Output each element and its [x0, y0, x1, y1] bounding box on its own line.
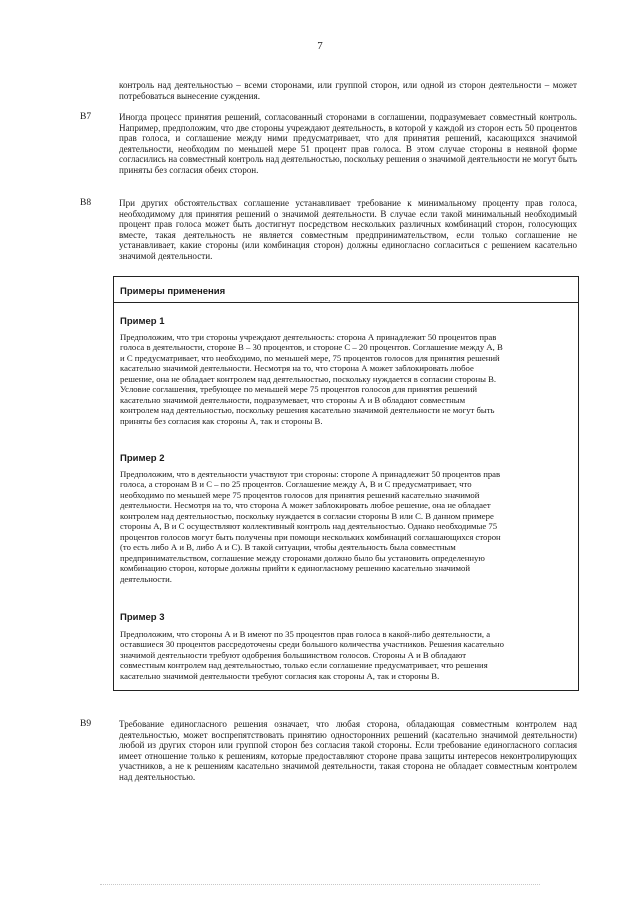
text-line: приняты без согласия как стороны А, так и стороны В.	[120, 415, 323, 426]
example-3-text	[120, 629, 572, 681]
text-line: решение, она не обладает контролем над деятельностью, поскольку нуждается в согласии стороны В.	[120, 373, 497, 384]
text-line: касательно значимой деятельности, подразумевает, что стороны А и В обладают совместным	[120, 394, 466, 405]
paragraph-b9: Требование единогласного решения означает, что любая сторона, обладающая совместным контролем над деятельностью, может воспрепятствовать принятию односторонних решений (касательно значимой деятельности) любой из других сторон или группой сторон без согласия такой стороны. Если требование единогласного согласия имеет отношение только к решениям, которые предоставляют стороне права защиты интересов неконтролирующих участников, а не к решениям касательно значимой деятельности, такая сторона не обладает совместным контролем над деятельностью.	[119, 719, 577, 782]
examples-box-title: Примеры применения	[114, 277, 578, 303]
text-line: предпринимательством, соглашение между сторонами должно было бы установить определенную	[120, 552, 485, 563]
text-line: процентов голосов могут быть получены при помощи нескольких комбинаций соглашающихся сторон	[120, 531, 501, 542]
text-line: Предположим, что в деятельности участвуют три стороны: сторone А принадлежит 50 процентов прав	[120, 469, 501, 479]
text-line: оставшиеся 30 процентов рассредоточены среди большого количества участников. Решения касательно	[120, 639, 504, 650]
paragraph-label-b8: B8	[80, 198, 92, 208]
intro-paragraph: контроль над деятельностью – всеми сторонами, или группой сторон, или одной из сторон деятельности – может потребоваться вынесение суждения.	[119, 80, 577, 101]
example-1-title: Пример 1	[120, 316, 165, 327]
example-2-text	[120, 469, 572, 584]
text-line: необходимо по меньшей мере 75 процентов голосов для принятия решений касательно значимой	[120, 489, 480, 500]
text-line: значимой деятельности требуют одобрения большинством голосов. Стороны А и В обладают	[120, 649, 467, 660]
paragraph-label-b9: B9	[80, 719, 92, 729]
text-line: голоса в деятельности, стороне В – 30 процентов, и стороне С – 20 процентов. Соглашение между А, В	[120, 342, 503, 353]
text-line: стороны А, В и С осуществляют коллективный контроль над деятельностью. Однако необходимые 75	[120, 521, 498, 532]
text-line: Предположим, что стороны А и В имеют по 35 процентов прав голоса в какой-либо деятельности, а	[120, 629, 491, 639]
example-3-title: Пример 3	[120, 612, 165, 623]
page-number: 7	[317, 40, 323, 52]
paragraph-b7: Иногда процесс принятия решений, согласованный сторонами в соглашении, подразумевает совместный контроль. Например, предположим, что две стороны учреждают деятельность, в которой у каждой из сторон есть 50 процентов прав голоса, и соглашение между ними предусматривает, что для принятия решений, касающихся значимой деятельности, необходим по меньшей мере 51 процент прав голоса. В этом случае стороны в неявной форме согласились на совместный контроль над деятельностью, поскольку решения о значимой деятельности не могут быть приняты без согласия обеих сторон.	[119, 112, 577, 175]
examples-box	[113, 276, 579, 691]
text-line: контролем над деятельностью, поскольку решения касательно значимой деятельности не могут быть	[120, 405, 495, 416]
text-line: касательно значимой деятельности. Несмотря на то, что сторона А может заблокировать любое	[120, 363, 474, 374]
text-line: и С предусматривает, что необходимо, по меньшей мере, 75 процентов голосов для принятия решений	[120, 352, 500, 363]
text-line: Предположим, что три стороны учреждают деятельность: сторона А принадлежит 50 процентов прав	[120, 332, 497, 342]
text-line: деятельности. Несмотря на то, что сторона А может заблокировать любое решение, она не обладает	[120, 500, 491, 511]
text-line: касательно значимой деятельности требуют согласия как стороны А, так и стороны В.	[120, 670, 440, 681]
text-line: (то есть либо А и В, либо А и С). В такой ситуации, чтобы деятельность была совместным	[120, 542, 456, 553]
text-line: деятельности.	[120, 573, 172, 584]
example-2-title: Пример 2	[120, 453, 165, 464]
text-line: комбинацию сторон, которые должны прийти к единогласному решению касательно значимой	[120, 563, 471, 574]
text-line: совместным контролем над деятельностью, только если соглашение предусматривает, что решения	[120, 660, 488, 671]
scan-noise-line	[100, 884, 540, 886]
paragraph-label-b7: B7	[80, 112, 92, 122]
paragraph-b8: При других обстоятельствах соглашение устанавливает требование к минимальному проценту прав голоса, необходимому для принятия решений о значимой деятельности. В случае если такой минимальный необходимый процент прав голоса может быть достигнут посредством нескольких различных комбинаций сторон, голосующих вместе, такая деятельность не является совместным предпринимательством, если только соглашение не устанавливает, какие стороны (или комбинация сторон) должны единогласно согласиться с решением касательно значимой деятельности.	[119, 198, 577, 261]
text-line: Условие соглашения, требующее по меньшей мере 75 процентов голосов для принятия решений	[120, 384, 478, 395]
example-1-text	[120, 332, 572, 426]
text-line: голоса, а сторонам В и С – по 25 процентов. Соглашение между А, В и С предусматривает, что	[120, 479, 472, 490]
text-line: контролем над деятельностью, поскольку нуждается в согласии стороны В или С. В данном примере	[120, 510, 494, 521]
